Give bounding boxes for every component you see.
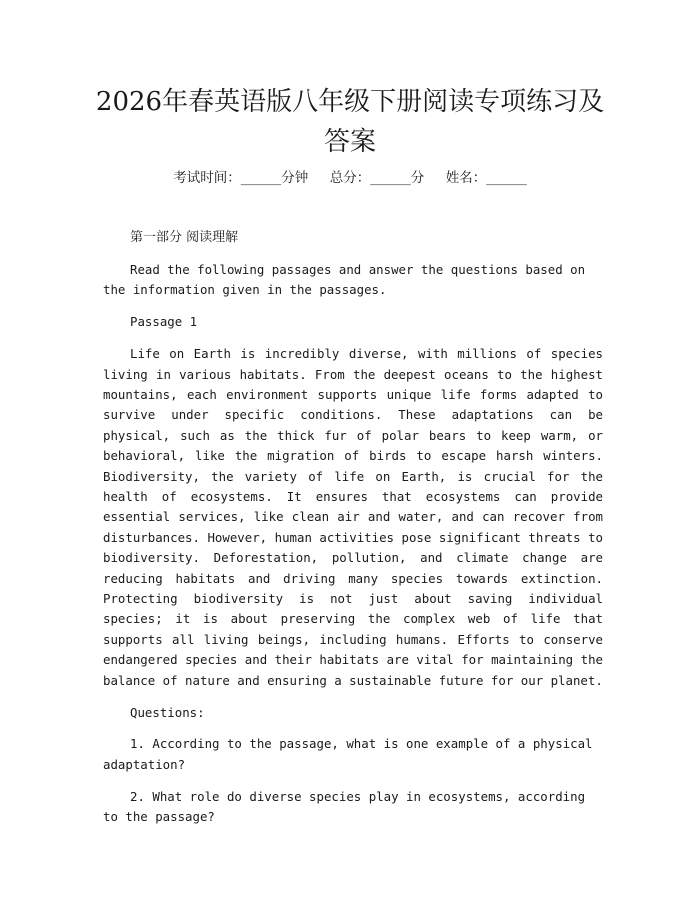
title-line-1: 2026年春英语版八年级下册阅读专项练习及	[95, 87, 605, 117]
passage-label: Passage 1	[130, 314, 198, 330]
instructions-text: Read the following passages and answer the questions based on the information given in the passages.	[103, 261, 586, 298]
question-item: 1. According to the passage, what is one example of a physical adaptation?	[103, 736, 593, 772]
section-heading: 第一部分 阅读理解	[130, 230, 239, 245]
document-body	[103, 228, 603, 839]
passage-text: Life on Earth is incredibly diverse, with millions of species living in various habitats. From the deepest oceans to the highest mountains, each environment supports unique life forms adapted to survive under specific conditions. These adaptations can be physical, such as the thick fur of polar bears to keep warm, or behavioral, like the migration of birds to escape harsh winters. Biodiversity, the variety of life on Earth, is crucial for the health of ecosystems. It ensures that ecosystems can provide essential services, like clean air and water, and can recover from disturbances. However, human activities pose significant threats to biodiversity. Deforestation, pollution, and climate change are reducing habitats and driving many species towards extinction. Protecting biodiversity is not just about saving individual species; it is about preserving the complex web of life that supports all living beings, including humans. Efforts to conserve endangered species and their habitats are vital for maintaining the balance of nature and ensuring a sustainable future for our planet.	[103, 346, 603, 688]
document-title	[0, 82, 700, 162]
exam-info-line: 考试时间：______分钟 总分：______分 姓名：______	[173, 170, 527, 186]
questions-heading: Questions:	[130, 704, 205, 720]
title-line-2: 答案	[323, 127, 376, 157]
question-item: 2. What role do diverse species play in ecosystems, according to the passage?	[103, 788, 586, 825]
